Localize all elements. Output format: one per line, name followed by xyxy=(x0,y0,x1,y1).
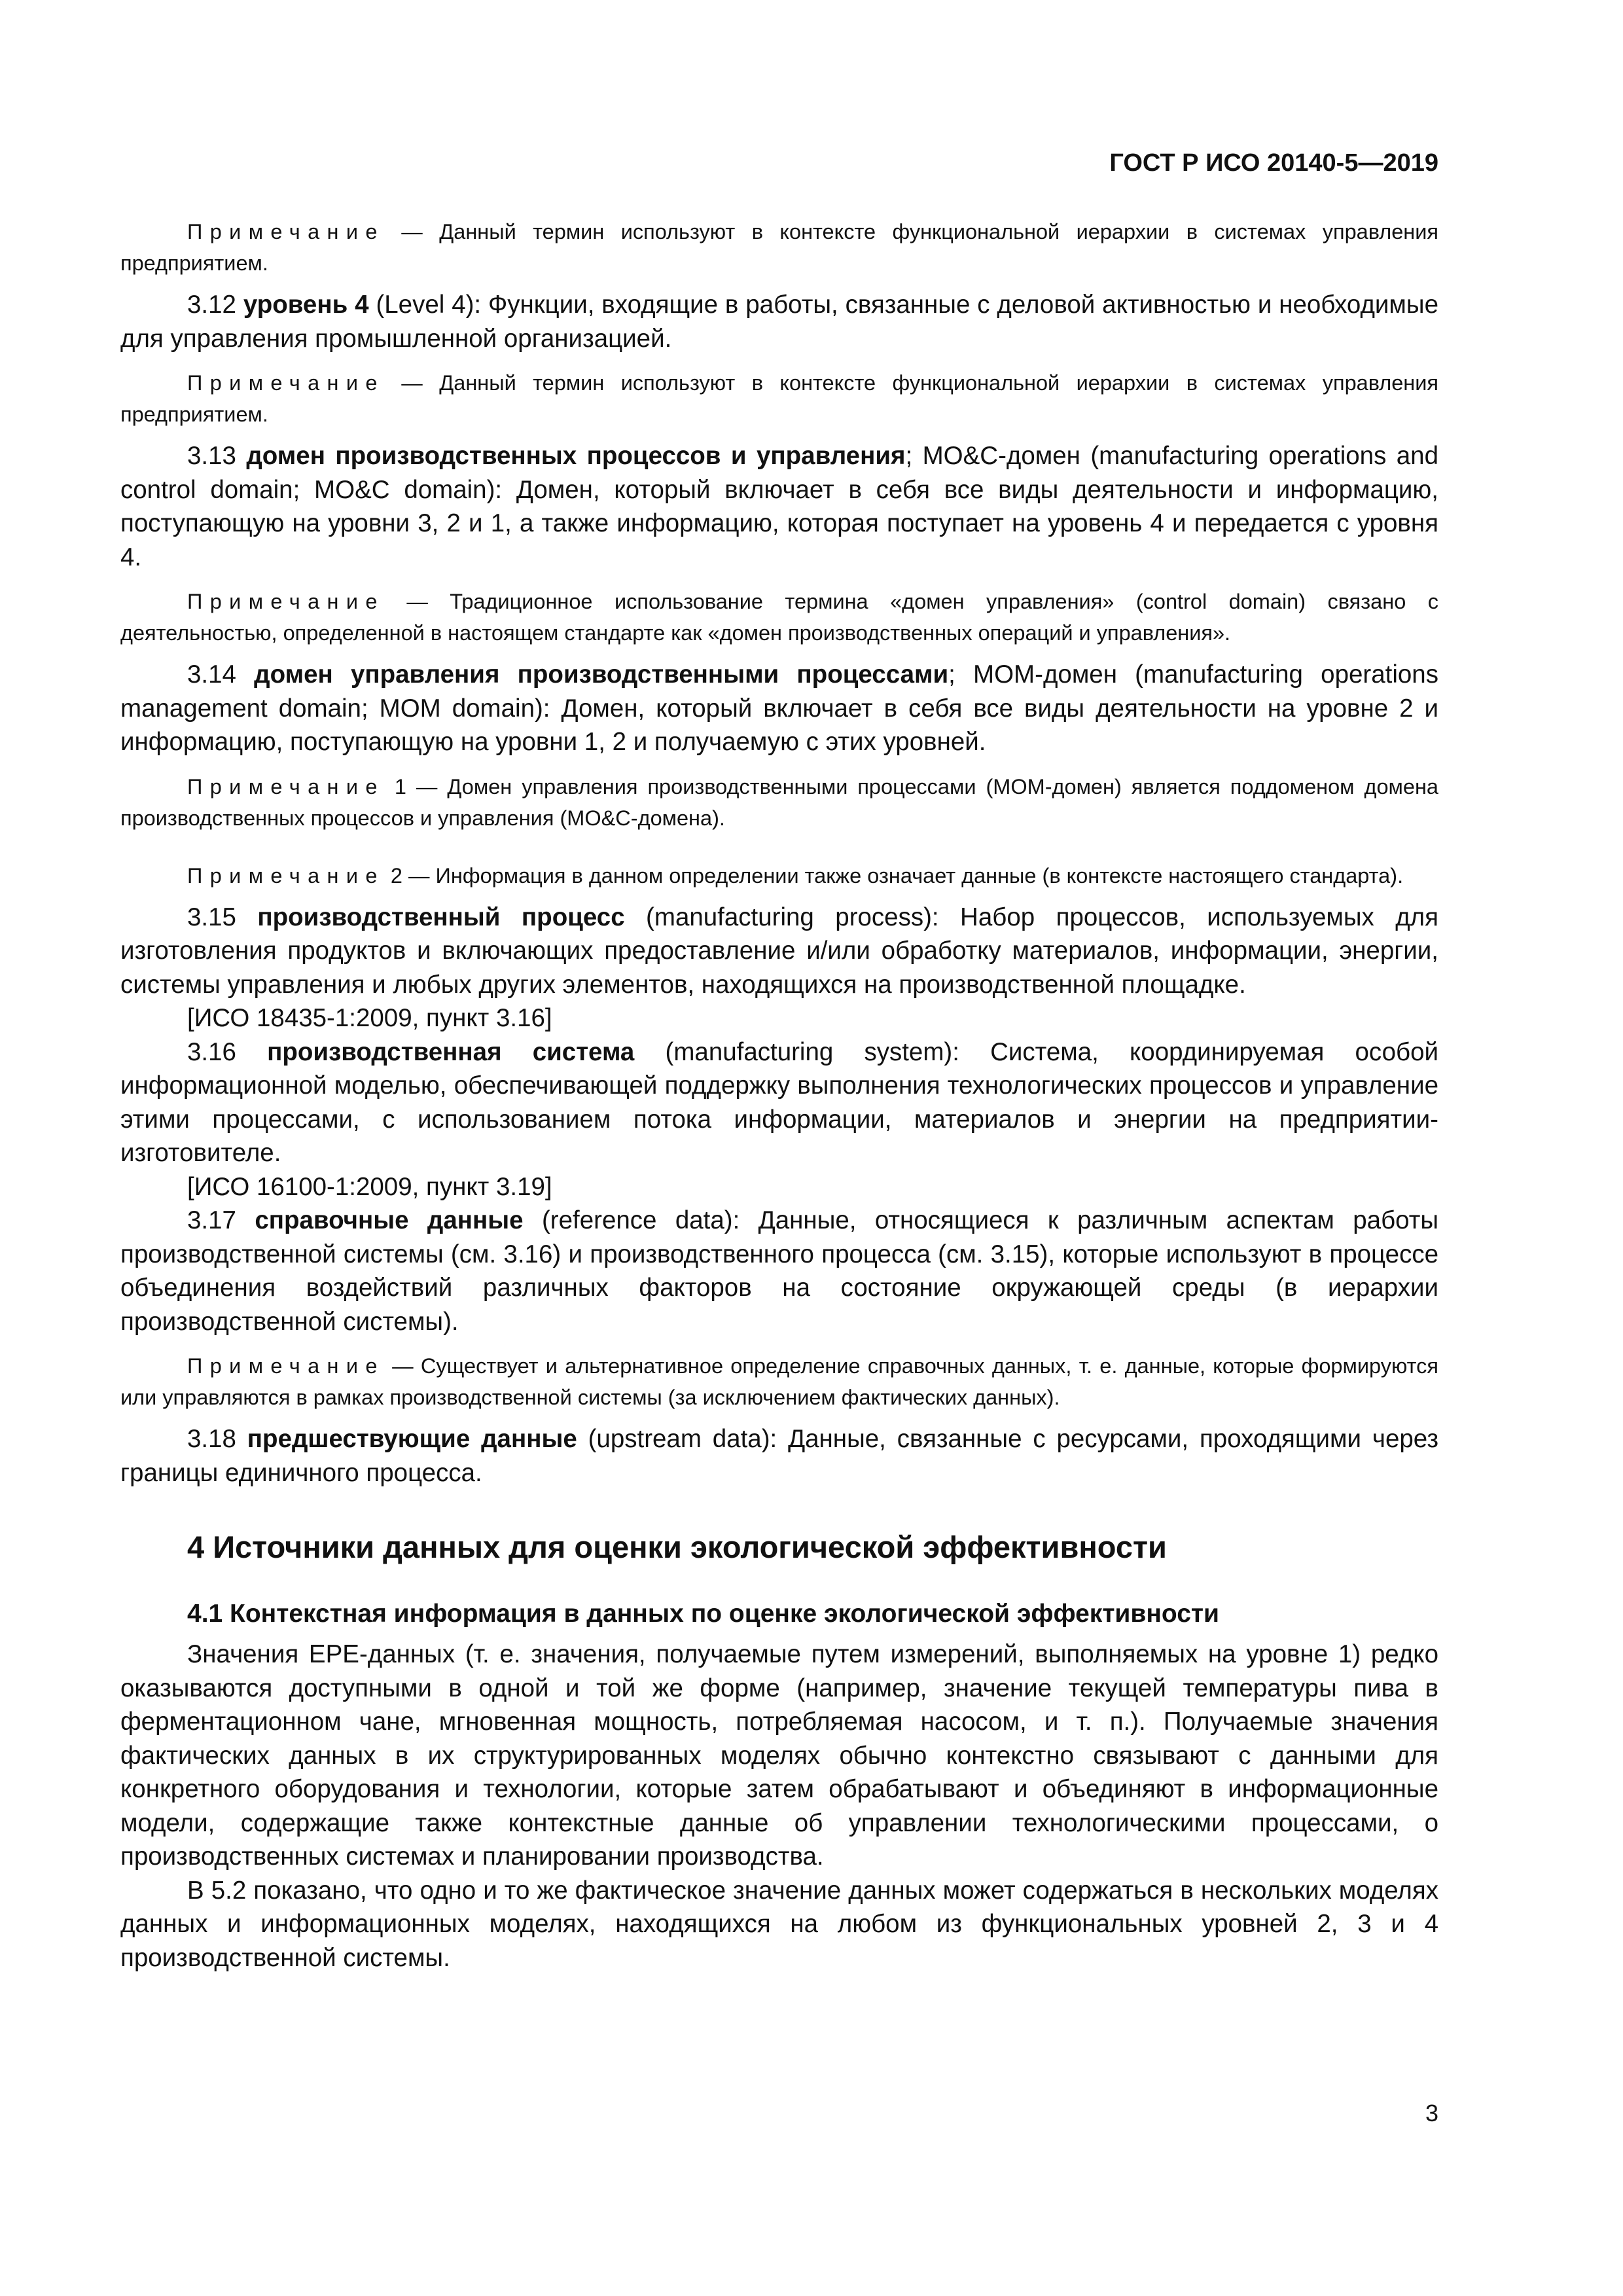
term-name: производственный процесс xyxy=(257,903,625,931)
term-name: домен управления производственными процессами xyxy=(254,660,949,689)
term-name: производственная система xyxy=(267,1037,635,1066)
term-definition: (reference data): Данные, относящиеся к различным аспектам работы производственной системы (см. 3.16) и производственного процесса (см. 3.15), которые используют в процессе объединения воздействий различных факторов на состояние окружающей среды (в иерархии производственной системы). xyxy=(120,1206,1438,1336)
term-definition: ; MO&C-домен (manufacturing operations and control domain; MO&C domain): Домен, который включает в себя все виды деятельности и информацию, поступающую на уровни 3, 2 и 1, а также информацию, которая поступает на уровень 4 и передается с уровня 4. xyxy=(120,442,1438,571)
note-3-12 xyxy=(120,367,1438,430)
note-text: — Данный термин используют в контексте функциональной иерархии в системах управления предприятием. xyxy=(120,371,1438,426)
term-number: 3.13 xyxy=(187,442,247,470)
note-label: Примечание xyxy=(187,371,385,395)
term-definition: (upstream data): Данные, связанные с ресурсами, проходящими через границы единичного процесса. xyxy=(120,1425,1438,1487)
term-definition: (manufacturing system): Система, координируемая особой информационной моделью, обеспечивающей поддержку выполнения технологических процессов и управление этими процессами, с использованием потока информации, материалов и энергии на предприятии-изготовителе. xyxy=(120,1037,1438,1167)
document-body xyxy=(120,216,1438,1975)
note-text: — Существует и альтернативное определение справочных данных, т. е. данные, которые формируются или управляются в рамках производственной системы (за исключением фактических данных). xyxy=(120,1354,1438,1409)
term-definition: (Level 4): Функции, входящие в работы, связанные с деловой активностью и необходимые для управления промышленной организацией. xyxy=(120,291,1438,353)
paragraph-4-1-b: В 5.2 показано, что одно и то же фактическое значение данных может содержаться в нескольких моделях данных и информационных моделях, находящихся на любом из функциональных уровней 2, 3 и 4 производственной системы. xyxy=(120,1876,1438,1972)
section-4-1-heading: 4.1 Контекстная информация в данных по оценке экологической эффективности xyxy=(187,1600,1220,1628)
term-3-17 xyxy=(120,1204,1438,1338)
term-number: 3.18 xyxy=(187,1425,247,1453)
term-definition: (manufacturing process): Набор процессов, используемых для изготовления продуктов и включающих предоставление и/или обработку материалов, информации, энергии, системы управления и любых других элементов, находящихся на производственной площадке. xyxy=(120,903,1438,999)
note-3-14-2 xyxy=(120,860,1438,891)
term-number: 3.14 xyxy=(187,660,255,689)
term-number: 3.17 xyxy=(187,1206,255,1234)
paragraph-4-1-a: Значения EPE-данных (т. е. значения, получаемые путем измерений, выполняемых на уровне 1) редко оказываются доступными в одной и той же форме (например, значение текущей температуры пива в ферментационном чане, мгновенная мощность, потребляемая насосом, и т. п.). Получаемые значения фактических данных в их структурированных моделях обычно контекстно связывают с данными для конкретного оборудования и технологии, которые затем обрабатывают и объединяют в информационные модели, содержащие также контекстные данные об управлении технологическими процессами, о производственных системах и планировании производства. xyxy=(120,1640,1438,1871)
term-3-18 xyxy=(120,1422,1438,1490)
note-text: 1 — Домен управления производственными процессами (MOM-домен) является поддоменом домена производственных процессов и управления (MO&C-домена). xyxy=(120,774,1438,830)
term-name: уровень 4 xyxy=(243,291,369,319)
term-3-15-source: [ИСО 18435-1:2009, пункт 3.16] xyxy=(187,1004,552,1032)
term-number: 3.16 xyxy=(187,1037,268,1066)
note-label: Примечание xyxy=(187,220,385,243)
section-4-heading: 4 Источники данных для оценки экологической эффективности xyxy=(187,1530,1167,1564)
term-name: предшествующие данные xyxy=(247,1425,577,1453)
term-3-14 xyxy=(120,658,1438,759)
page-number: 3 xyxy=(1425,2100,1438,2126)
term-3-15 xyxy=(120,901,1438,1002)
note-text: — Традиционное использование термина «домен управления» (control domain) связано с деятельностью, определенной в настоящем стандарте как «домен производственных операций и управления». xyxy=(120,590,1438,645)
note-text: 2 — Информация в данном определении также означает данные (в контексте настоящего стандарта). xyxy=(384,863,1404,888)
term-definition: ; MOM-домен (manufacturing operations management domain; MOM domain): Домен, который включает в себя все виды деятельности на уровне 2 и информацию, поступающую на уровни 1, 2 и получаемую с этих уровней. xyxy=(120,660,1438,756)
term-3-12 xyxy=(120,288,1438,355)
note-3-11 xyxy=(120,216,1438,279)
note-3-13 xyxy=(120,586,1438,649)
term-number: 3.15 xyxy=(187,903,258,931)
note-text: — Данный термин используют в контексте функциональной иерархии в системах управления предприятием. xyxy=(120,220,1438,275)
term-3-16-source: [ИСО 16100-1:2009, пункт 3.19] xyxy=(187,1172,552,1201)
note-label: Примечание xyxy=(187,1354,385,1378)
page-header-doc-code: ГОСТ Р ИСО 20140-5—2019 xyxy=(1109,149,1438,177)
note-label: Примечание xyxy=(187,863,385,888)
term-name: справочные данные xyxy=(255,1206,524,1234)
term-number: 3.12 xyxy=(187,291,243,319)
note-label: Примечание xyxy=(187,590,385,613)
term-name: домен производственных процессов и управления xyxy=(246,442,906,470)
note-label: Примечание xyxy=(187,774,385,798)
term-3-16 xyxy=(120,1035,1438,1170)
note-3-17 xyxy=(120,1350,1438,1413)
note-3-14-1 xyxy=(120,771,1438,834)
term-3-13 xyxy=(120,439,1438,574)
